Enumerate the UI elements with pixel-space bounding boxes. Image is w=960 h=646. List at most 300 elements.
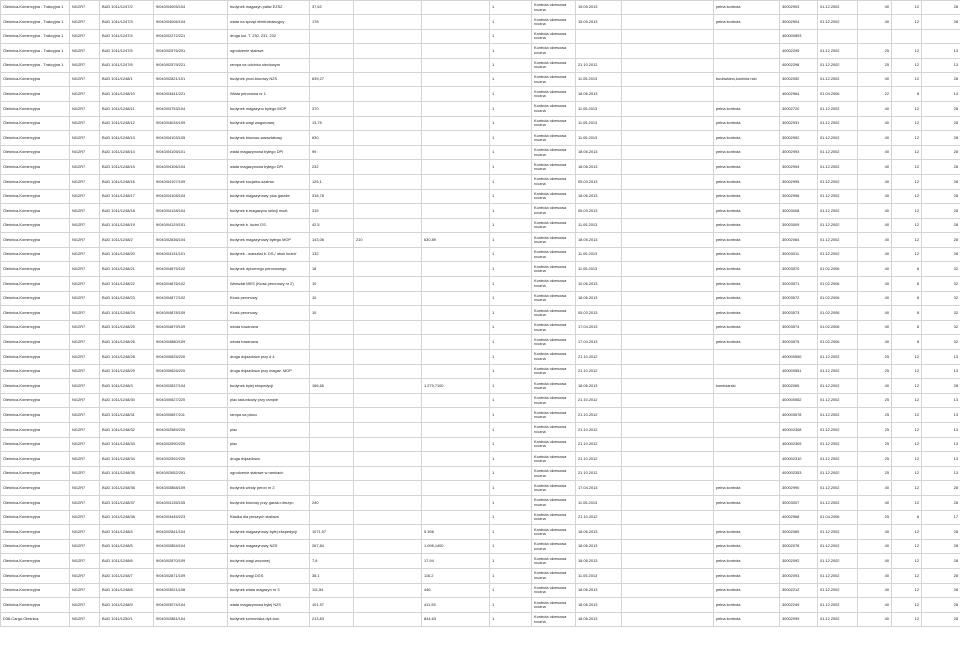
cell-inspection-type	[714, 87, 780, 102]
cell-region: Oleśnica-Komercyjna	[1, 218, 70, 233]
cell-section: NI12R7	[70, 233, 100, 248]
cell-object-code: 30002996	[780, 189, 818, 204]
cell-extra-value	[354, 320, 422, 335]
cell-object-code: 30003009	[780, 218, 818, 233]
cell-extra-value	[354, 379, 422, 394]
cell-extra-value2: 17,94	[422, 554, 490, 569]
cell-area	[310, 393, 354, 408]
cell-p1: 40	[858, 116, 892, 131]
cell-extra-value2	[422, 277, 490, 292]
cell-p2: 12	[892, 495, 922, 510]
cell-inspection-date: 05.03.2013	[576, 306, 622, 321]
cell-region: Oleśnica-Komercyjna	[1, 320, 70, 335]
table-row	[1, 72, 960, 86]
cell-p3: 28	[922, 525, 960, 540]
cell-inspection: Kontrola okresowa roczna	[532, 145, 576, 160]
cell-area	[310, 87, 354, 102]
cell-p3: 17	[922, 510, 960, 525]
cell-unit: BUD 1011/1248/38	[100, 510, 154, 525]
cell-p2: 12	[892, 116, 922, 131]
cell-unit: BUD 1011/1248/13	[100, 131, 154, 146]
cell-remarks	[622, 612, 714, 627]
cell-description: Kiosk peronowy	[228, 291, 310, 306]
cell-quantity: 1	[490, 350, 532, 365]
cell-p3: 28	[922, 218, 960, 233]
cell-extra-value	[354, 101, 422, 116]
cell-p2: 12	[892, 364, 922, 379]
cell-parcel: 9/040/02576/291	[154, 44, 228, 58]
cell-quantity: 1	[490, 87, 532, 102]
cell-section: NI12R7	[70, 101, 100, 116]
cell-reg-date: 01.12.2002	[818, 364, 858, 379]
cell-description: wiata magazynowa byłego DPi	[228, 160, 310, 175]
cell-inspection: Kontrola okresowa roczna	[532, 116, 576, 131]
cell-inspection-date: 18.05.2013	[576, 233, 622, 248]
cell-object-code: 400000550	[780, 350, 818, 365]
cell-inspection: Kontrola okresowa roczna	[532, 510, 576, 525]
table-row	[1, 160, 960, 175]
cell-remarks	[622, 262, 714, 277]
cell-inspection: Kontrola okresowa roczna	[532, 204, 576, 219]
cell-quantity: 1	[490, 481, 532, 496]
cell-inspection-date: 11.05.2013	[576, 218, 622, 233]
cell-section: NI12R7	[70, 568, 100, 583]
cell-extra-value2: 1.098,1400	[422, 539, 490, 554]
cell-p1: 40	[858, 160, 892, 175]
table-row	[1, 583, 960, 598]
cell-p1: 25	[858, 350, 892, 365]
cell-region: Oleśnica-Komercyjna	[1, 495, 70, 510]
cell-extra-value2: 116,2	[422, 568, 490, 583]
cell-remarks	[622, 204, 714, 219]
cell-p1: 25	[858, 466, 892, 481]
cell-p1: 25	[858, 44, 892, 58]
cell-p2: 12	[892, 131, 922, 146]
cell-object-code: 30002064	[780, 233, 818, 248]
cell-parcel: 9/040/04879/109	[154, 320, 228, 335]
cell-extra-value2	[422, 247, 490, 262]
cell-extra-value	[354, 58, 422, 72]
cell-section: NI12R7	[70, 247, 100, 262]
cell-region: Oleśnica-Komercyjna	[1, 437, 70, 452]
cell-extra-value2	[422, 335, 490, 350]
cell-unit: BUD 1011/1248/4	[100, 525, 154, 540]
cell-unit: BUD 1011/1248/20	[100, 247, 154, 262]
cell-inspection-type: pełna kontrola	[714, 277, 780, 292]
cell-description: rampa na placu	[228, 408, 310, 423]
cell-description: budynek magazynowy byłej ekspedycji	[228, 525, 310, 540]
cell-section: NI12R7	[70, 350, 100, 365]
cell-parcel: 9/040/02871/109	[154, 568, 228, 583]
cell-object-code: 30002099	[780, 612, 818, 627]
cell-p2: 12	[892, 452, 922, 467]
cell-extra-value	[354, 174, 422, 189]
cell-extra-value2: 844,63	[422, 612, 490, 627]
cell-inspection-type: pełna kontrola	[714, 320, 780, 335]
cell-p2: 12	[892, 379, 922, 394]
cell-description: budynek b.magazynu sekcji mozt.	[228, 204, 310, 219]
cell-p3: 13	[922, 393, 960, 408]
cell-inspection-type: pełna kontrola	[714, 15, 780, 29]
cell-p2: 12	[892, 233, 922, 248]
cell-extra-value	[354, 262, 422, 277]
cell-parcel: 9/040/02836/104	[154, 233, 228, 248]
cell-section: NI12R7	[70, 87, 100, 102]
cell-extra-value	[354, 218, 422, 233]
cell-reg-date: 01.12.2002	[818, 539, 858, 554]
cell-area: 132	[310, 247, 354, 262]
cell-area: 111,54	[310, 583, 354, 598]
cell-inspection: Kontrola okresowa roczna	[532, 466, 576, 481]
cell-p2: 12	[892, 247, 922, 262]
cell-inspection-date: 21.10.2012	[576, 393, 622, 408]
cell-area: 267,84	[310, 539, 354, 554]
cell-extra-value2	[422, 160, 490, 175]
cell-remarks	[622, 291, 714, 306]
cell-region: D36-Cargo-Oleśnica	[1, 612, 70, 627]
cell-p2: 12	[892, 393, 922, 408]
table-row	[1, 87, 960, 102]
cell-object-code: 30003007	[780, 495, 818, 510]
cell-extra-value	[354, 598, 422, 613]
cell-description: budynek byłej ekspedycji	[228, 379, 310, 394]
table-row	[1, 598, 960, 613]
cell-description: budynek wiata magazyn nr 3	[228, 583, 310, 598]
cell-inspection: Kontrola okresowa roczna	[532, 568, 576, 583]
cell-p3: 13	[922, 423, 960, 438]
cell-remarks	[622, 598, 714, 613]
cell-section: NI12R7	[70, 554, 100, 569]
cell-area: 13,75	[310, 116, 354, 131]
cell-area: 370	[310, 101, 354, 116]
cell-reg-date: 01.12.2002	[818, 554, 858, 569]
cell-reg-date: 01.12.2002	[818, 189, 858, 204]
cell-region: Oleśnica-Komercyjna	[1, 306, 70, 321]
cell-quantity: 1	[490, 1, 532, 15]
cell-parcel: 9/040/00657/211	[154, 408, 228, 423]
cell-parcel: 9/040/04135/105	[154, 495, 228, 510]
cell-inspection: Kontrola okresowa roczna	[532, 525, 576, 540]
cell-object-code: 30002994	[780, 160, 818, 175]
cell-extra-value2	[422, 44, 490, 58]
cell-area	[310, 481, 354, 496]
cell-inspection-date: 21.10.2012	[576, 452, 622, 467]
cell-area: 99	[310, 145, 354, 160]
cell-inspection: Kontrola okresowa roczna	[532, 29, 576, 43]
cell-reg-date: 01.12.2002	[818, 15, 858, 29]
cell-p1: 40	[858, 204, 892, 219]
cell-description: wiata magazynowa byłej NZS	[228, 598, 310, 613]
cell-object-code: 30002076	[780, 539, 818, 554]
cell-object-code: 30002904	[780, 15, 818, 29]
cell-p2: 8	[892, 262, 922, 277]
cell-reg-date: 01.12.2002	[818, 612, 858, 627]
cell-p1: 40	[858, 189, 892, 204]
cell-object-code: 30003572	[780, 291, 818, 306]
cell-inspection: Kontrola okresowa roczna	[532, 44, 576, 58]
cell-object-code: 30002092	[780, 554, 818, 569]
cell-area: 38,1	[310, 568, 354, 583]
table-row	[1, 101, 960, 116]
cell-quantity: 1	[490, 131, 532, 146]
cell-p3: 13	[922, 466, 960, 481]
cell-unit: BUD 1011/1248/24	[100, 306, 154, 321]
cell-remarks	[622, 437, 714, 452]
cell-extra-value2	[422, 481, 490, 496]
cell-p3	[922, 29, 960, 43]
cell-remarks	[622, 568, 714, 583]
cell-remarks	[622, 481, 714, 496]
cell-inspection-type: pełna kontrola	[714, 598, 780, 613]
cell-region: Oleśnica-Komercyjna	[1, 583, 70, 598]
cell-unit: BUD 1011/1248/16	[100, 174, 154, 189]
cell-area	[310, 335, 354, 350]
cell-unit: BUD 1011/1248/22	[100, 277, 154, 292]
table-row	[1, 437, 960, 452]
cell-quantity: 1	[490, 525, 532, 540]
cell-inspection-type: pełna kontrola	[714, 233, 780, 248]
cell-region: Oleśnica-Komercyjna	[1, 145, 70, 160]
cell-area: 318,78	[310, 189, 354, 204]
cell-reg-date: 01.12.2002	[818, 466, 858, 481]
table-row	[1, 15, 960, 29]
cell-p3: 13	[922, 364, 960, 379]
cell-parcel: 9/040/02272/221	[154, 29, 228, 43]
cell-parcel: 9/040/03021/108	[154, 583, 228, 598]
cell-quantity: 1	[490, 554, 532, 569]
cell-unit: BUD 1011/1248/3	[100, 379, 154, 394]
cell-p1: 40	[858, 15, 892, 29]
cell-p1: 40	[858, 306, 892, 321]
cell-reg-date: 01.12.2002	[818, 72, 858, 86]
cell-unit: BUD 1011/1250/1	[100, 612, 154, 627]
cell-p3: 28	[922, 15, 960, 29]
cell-extra-value	[354, 452, 422, 467]
cell-remarks	[622, 116, 714, 131]
cell-description: droga dojazdowa przy magaz. MOP	[228, 364, 310, 379]
cell-section: NI12R7	[70, 189, 100, 204]
cell-area: 10	[310, 306, 354, 321]
cell-object-code: 30002931	[780, 116, 818, 131]
cell-remarks	[622, 87, 714, 102]
cell-area: 37,62	[310, 1, 354, 15]
cell-parcel: 9/040/04880/109	[154, 335, 228, 350]
cell-description: ogrodzenie stalowe	[228, 44, 310, 58]
cell-p1: 25	[858, 393, 892, 408]
cell-quantity: 1	[490, 262, 532, 277]
cell-extra-value	[354, 495, 422, 510]
cell-section: NI12R7	[70, 598, 100, 613]
cell-description: budynek dyżurnego peronowego	[228, 262, 310, 277]
cell-p3: 28	[922, 495, 960, 510]
cell-extra-value2	[422, 101, 490, 116]
cell-parcel: 9/040/04005/104	[154, 1, 228, 15]
cell-object-code: 30002093	[780, 568, 818, 583]
cell-parcel: 9/040/02870/109	[154, 554, 228, 569]
cell-p3: 13	[922, 58, 960, 72]
cell-parcel: 9/040/03753/104	[154, 101, 228, 116]
cell-p3: 32	[922, 335, 960, 350]
cell-extra-value	[354, 247, 422, 262]
cell-unit: BUD 1011/1247/5	[100, 44, 154, 58]
cell-section: NI12R7	[70, 364, 100, 379]
cell-unit: BUD 1011/1247/3	[100, 15, 154, 29]
cell-remarks	[622, 466, 714, 481]
cell-extra-value	[354, 612, 422, 627]
table-row	[1, 481, 960, 496]
cell-p2: 12	[892, 408, 922, 423]
cell-unit: BUD 1011/1248/9	[100, 598, 154, 613]
cell-unit: BUD 1011/1248/33	[100, 437, 154, 452]
cell-region: Oleśnica-Komercyjna	[1, 393, 70, 408]
cell-remarks	[622, 247, 714, 262]
cell-section: NI12R7	[70, 116, 100, 131]
cell-p1: 25	[858, 364, 892, 379]
cell-quantity: 1	[490, 291, 532, 306]
cell-region: Oleśnica-Komercyjna - Trakcyjna 1	[1, 15, 70, 29]
cell-area	[310, 466, 354, 481]
table-row	[1, 525, 960, 540]
table-row	[1, 554, 960, 569]
cell-quantity: 1	[490, 393, 532, 408]
cell-p1: 40	[858, 495, 892, 510]
cell-extra-value	[354, 350, 422, 365]
cell-inspection: Kontrola okresowa roczna	[532, 247, 576, 262]
cell-region: Oleśnica-Komercyjna	[1, 598, 70, 613]
table-row	[1, 131, 960, 146]
cell-p2: 12	[892, 1, 922, 15]
table-row	[1, 452, 960, 467]
cell-p2: 12	[892, 612, 922, 627]
cell-quantity: 1	[490, 58, 532, 72]
cell-inspection-type	[714, 408, 780, 423]
cell-reg-date: 01.12.2002	[818, 233, 858, 248]
cell-inspection-date: 15.05.2013	[576, 15, 622, 29]
cell-p3: 32	[922, 306, 960, 321]
cell-extra-value2	[422, 423, 490, 438]
cell-object-code: 30003570	[780, 262, 818, 277]
cell-reg-date: 01.02.2006	[818, 277, 858, 292]
cell-inspection-date: 18.06.2013	[576, 583, 622, 598]
cell-inspection-date: 18.06.2013	[576, 160, 622, 175]
cell-unit: BUD 1011/1248/37	[100, 495, 154, 510]
cell-region: Oleśnica-Komercyjna	[1, 204, 70, 219]
cell-p1	[858, 29, 892, 43]
cell-inspection-type: pełna kontrola	[714, 160, 780, 175]
cell-region: Oleśnica-Komercyjna - Trakcyjna 1	[1, 1, 70, 15]
cell-quantity: 1	[490, 101, 532, 116]
table-row	[1, 262, 960, 277]
cell-inspection-type: pełna kontrola	[714, 247, 780, 262]
table-row	[1, 612, 960, 627]
cell-quantity: 1	[490, 583, 532, 598]
cell-unit: BUD 1011/1248/23	[100, 291, 154, 306]
cell-section: NI12R7	[70, 437, 100, 452]
cell-quantity: 1	[490, 423, 532, 438]
cell-description: budynek magazyn paliw EZSZ	[228, 1, 310, 15]
cell-region: Oleśnica-Komercyjna	[1, 101, 70, 116]
cell-p2: 8	[892, 335, 922, 350]
cell-p1: 40	[858, 277, 892, 292]
table-row	[1, 495, 960, 510]
cell-extra-value	[354, 539, 422, 554]
cell-inspection-type	[714, 350, 780, 365]
cell-p1: 40	[858, 247, 892, 262]
cell-object-code: 30002903	[780, 1, 818, 15]
cell-p1: 40	[858, 598, 892, 613]
cell-region: Oleśnica-Komercyjna	[1, 568, 70, 583]
cell-unit: BUD 1011/1247/2	[100, 1, 154, 15]
cell-p3: 28	[922, 204, 960, 219]
cell-parcel: 9/040/04107/109	[154, 174, 228, 189]
cell-inspection: Kontrola okresowa roczna	[532, 612, 576, 627]
cell-description: Kładka dla pieszych stalowa	[228, 510, 310, 525]
cell-inspection-date: 18.06.2013	[576, 612, 622, 627]
cell-inspection: Kontrola okresowa roczna	[532, 233, 576, 248]
cell-unit: BUD 1011/1247/6	[100, 58, 154, 72]
cell-section: NI12R7	[70, 174, 100, 189]
cell-inspection-type: pełna kontrola	[714, 495, 780, 510]
cell-reg-date: 01.12.2002	[818, 145, 858, 160]
cell-section: NI12R7	[70, 583, 100, 598]
cell-extra-value	[354, 277, 422, 292]
cell-inspection-date: 18.06.2013	[576, 87, 622, 102]
cell-extra-value2	[422, 87, 490, 102]
cell-inspection: Kontrola okresowa roczna	[532, 160, 576, 175]
cell-extra-value2	[422, 495, 490, 510]
cell-parcel: 9/040/02881/104	[154, 612, 228, 627]
cell-parcel: 9/040/04106/104	[154, 160, 228, 175]
cell-inspection: Kontrola okresowa roczna	[532, 15, 576, 29]
cell-description: budynek magazynowy plus garaże	[228, 189, 310, 204]
cell-object-code: 400002308	[780, 423, 818, 438]
cell-object-code: 400000551	[780, 364, 818, 379]
cell-extra-value	[354, 364, 422, 379]
cell-section: NI12R7	[70, 379, 100, 394]
cell-parcel: 9/040/02579/221	[154, 58, 228, 72]
cell-inspection: Kontrola okresowa roczna	[532, 58, 576, 72]
cell-inspection-date: 21.10.2012	[576, 408, 622, 423]
cell-inspection-date: 18.06.2013	[576, 291, 622, 306]
cell-p2: 8	[892, 320, 922, 335]
cell-description: budynek schroniska dyż.tow.	[228, 612, 310, 627]
table-row	[1, 174, 960, 189]
cell-extra-value	[354, 204, 422, 219]
cell-p2: 12	[892, 466, 922, 481]
cell-section: NI12R7	[70, 29, 100, 43]
cell-parcel: 9/040/00625/220	[154, 350, 228, 365]
cell-object-code: 400000893	[780, 29, 818, 43]
cell-unit: BUD 1011/1248/15	[100, 160, 154, 175]
cell-quantity: 1	[490, 44, 532, 58]
cell-inspection-type: pełna kontrola	[714, 568, 780, 583]
cell-extra-value2	[422, 174, 490, 189]
cell-p2: 12	[892, 554, 922, 569]
cell-object-code: 30002069	[780, 525, 818, 540]
cell-inspection-date: 11.05.2013	[576, 131, 622, 146]
cell-remarks	[622, 320, 714, 335]
cell-extra-value	[354, 15, 422, 29]
cell-p3: 28	[922, 554, 960, 569]
cell-description: budynek biurowy przy garażu drezyn	[228, 495, 310, 510]
table-row	[1, 204, 960, 219]
cell-quantity: 1	[490, 218, 532, 233]
cell-area	[310, 364, 354, 379]
cell-unit: BUD 1011/1248/17	[100, 189, 154, 204]
cell-quantity: 1	[490, 233, 532, 248]
cell-section: NI12R7	[70, 320, 100, 335]
cell-parcel: 9/040/04105/101	[154, 145, 228, 160]
